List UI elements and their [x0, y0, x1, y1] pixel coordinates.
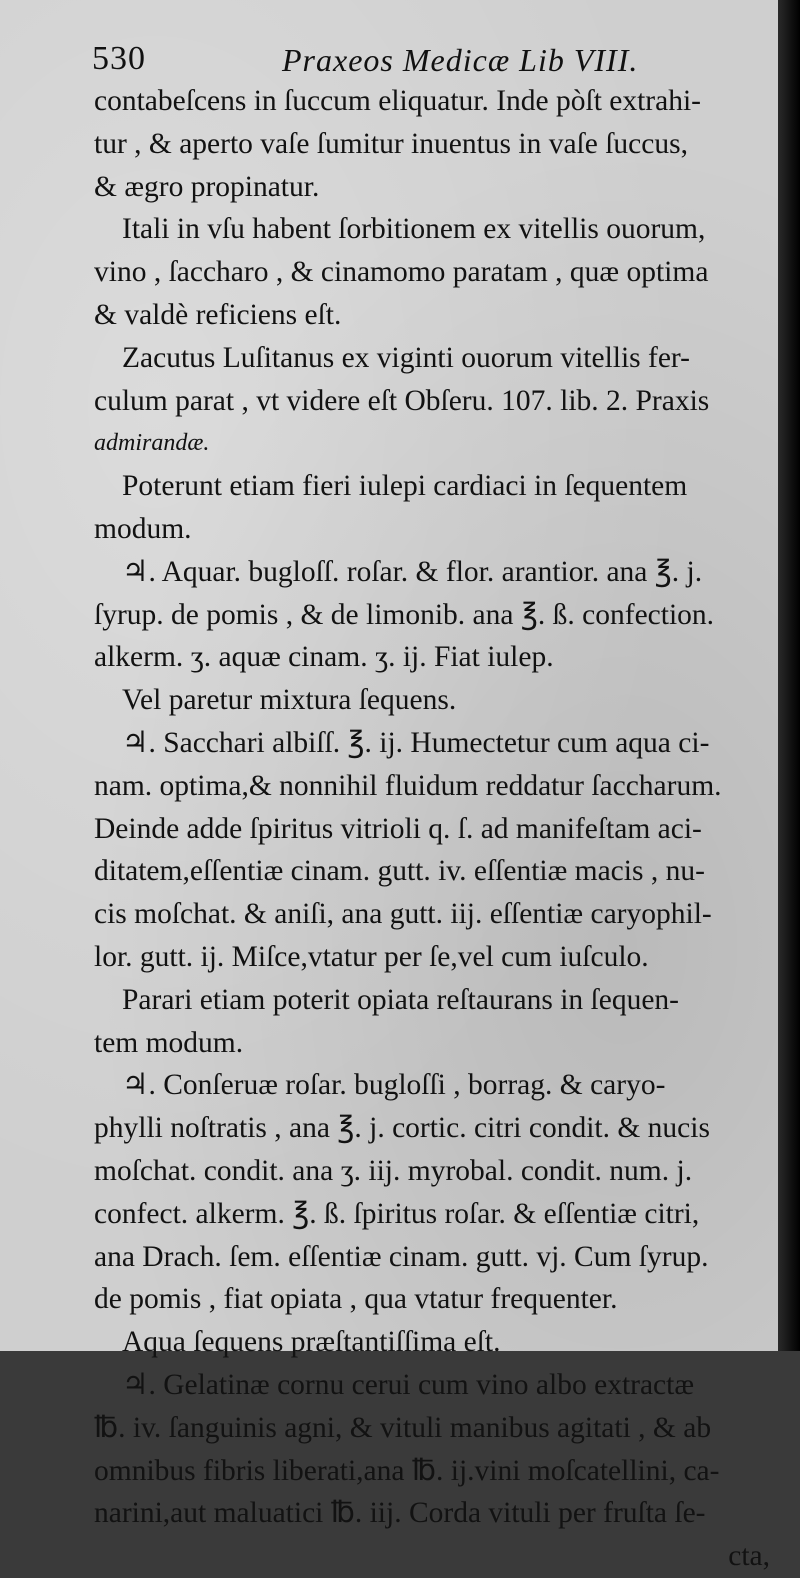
- text-line: tem modum.: [94, 1026, 244, 1059]
- text-line: Zacutus Luſitanus ex viginti ouorum vitellis fer-: [122, 341, 690, 374]
- body-text: [94, 80, 770, 1578]
- text-line: Itali in vſu habent ſorbitionem ex vitellis ouorum,: [122, 213, 706, 246]
- text-line: ♃. Sacchari albiſſ. ℥. ij. Humectetur cum aqua ci-: [122, 726, 710, 759]
- text-line: tur , & aperto vaſe ſumitur inuentus in vaſe ſuccus,: [94, 127, 688, 160]
- text-line: cis moſchat. & aniſi, ana gutt. iij. eſſentiæ caryophil-: [94, 898, 712, 931]
- text-line: Aqua ſequens præſtantiſſima eſt.: [122, 1326, 501, 1359]
- text-line: moſchat. condit. ana ʒ. iij. myrobal. condit. num. j.: [94, 1154, 693, 1187]
- page-header: [92, 40, 732, 84]
- text-line: cta,: [728, 1540, 770, 1573]
- text-line: ♃. Aquar. bugloſſ. roſar. & flor. arantior. ana ℥. j.: [122, 555, 703, 588]
- text-line: Poterunt etiam fieri iulepi cardiaci in ſequentem: [122, 470, 688, 503]
- text-line: Vel paretur mixtura ſequens.: [122, 684, 457, 717]
- text-line: nam. optima,& nonnihil fluidum reddatur ſaccharum.: [94, 769, 722, 802]
- text-line: narini,aut maluatici ℔. iij. Corda vituli per fruſta ſe-: [94, 1497, 706, 1530]
- text-line: ♃. Gelatinæ cornu cerui cum vino albo extractæ: [122, 1368, 695, 1401]
- text-line: admirandæ.: [94, 430, 210, 457]
- running-title: Praxeos Medicæ Lib VIII.: [282, 42, 639, 78]
- text-line: confect. alkerm. ℥. ß. ſpiritus roſar. & eſſentiæ citri,: [94, 1197, 700, 1230]
- text-line: ditatem,eſſentiæ cinam. gutt. iv. eſſentiæ macis , nu-: [94, 855, 705, 888]
- text-line: contabeſcens in ſuccum eliquatur. Inde pòſt extrahi-: [94, 85, 701, 117]
- text-line: omnibus fibris liberati,ana ℔. ij.vini moſcatellini, ca-: [94, 1454, 720, 1487]
- text-line: & valdè reficiens eſt.: [94, 298, 342, 331]
- text-line: lor. gutt. ij. Miſce,vtatur per ſe,vel cum iuſculo.: [94, 940, 649, 973]
- text-line: phylli noſtratis , ana ℥. j. cortic. citri condit. & nucis: [94, 1112, 710, 1145]
- text-line: & ægro propinatur.: [94, 170, 320, 203]
- text-line: culum parat , vt videre eſt Obſeru. 107. lib. 2. Praxis: [94, 384, 710, 417]
- text-line: Deinde adde ſpiritus vitrioli q. ſ. ad manifeſtam aci-: [94, 812, 702, 845]
- text-line: vino , ſaccharo , & cinamomo paratam , quæ optima: [94, 256, 709, 289]
- book-spine-shadow: [778, 0, 800, 1351]
- text-line: ana Drach. ſem. eſſentiæ cinam. gutt. vj. Cum ſyrup.: [94, 1240, 709, 1273]
- text-line: de pomis , fiat opiata , qua vtatur frequenter.: [94, 1283, 618, 1316]
- text-line: ſyrup. de pomis , & de limonib. ana ℥. ß. confection.: [94, 598, 715, 631]
- text-line: Parari etiam poterit opiata reſtaurans in ſequen-: [122, 983, 679, 1016]
- page-number: 530: [92, 40, 146, 77]
- text-line: modum.: [94, 512, 192, 545]
- text-line: alkerm. ʒ. aquæ cinam. ʒ. ij. Fiat iulep.: [94, 641, 554, 674]
- text-line: ♃. Conſeruæ roſar. bugloſſi , borrag. & caryo-: [122, 1069, 666, 1102]
- text-line: ℔. iv. ſanguinis agni, & vituli manibus agitati , & ab: [94, 1411, 712, 1444]
